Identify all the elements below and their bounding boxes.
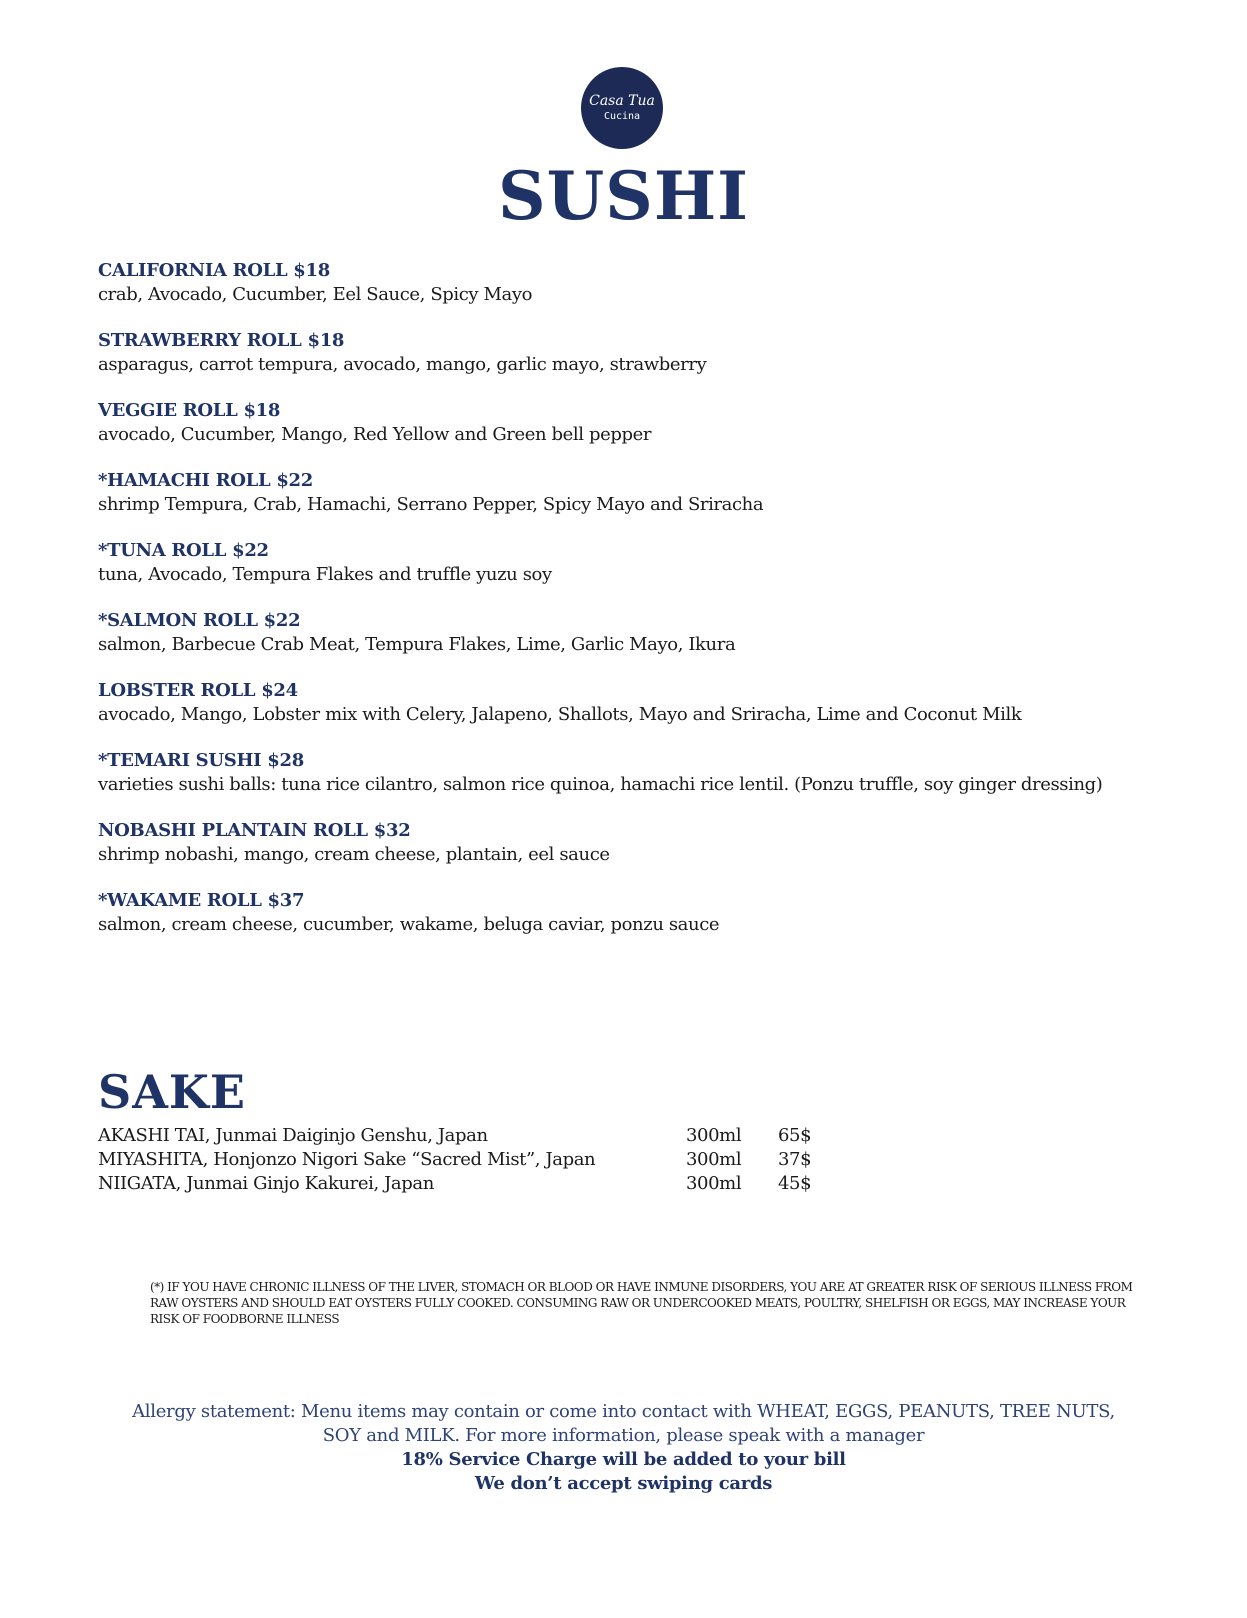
item-description: salmon, Barbecue Crab Meat, Tempura Flakes, Lime, Garlic Mayo, Ikura <box>98 634 736 655</box>
item-description: crab, Avocado, Cucumber, Eel Sauce, Spicy Mayo <box>98 284 533 305</box>
item-name: LOBSTER ROLL $24 <box>98 680 298 701</box>
menu-item <box>98 679 1178 727</box>
menu-item <box>98 329 1178 377</box>
sake-size: 300ml <box>686 1149 742 1170</box>
menu-item <box>98 749 1178 797</box>
menu-item <box>98 539 1178 587</box>
item-description: asparagus, carrot tempura, avocado, mango, garlic mayo, strawberry <box>98 354 707 375</box>
sake-price: 65$ <box>778 1125 812 1146</box>
item-description: avocado, Cucumber, Mango, Red Yellow and Green bell pepper <box>98 424 652 445</box>
menu-item <box>98 889 1178 937</box>
sake-price: 45$ <box>778 1173 812 1194</box>
sake-row <box>98 1172 858 1196</box>
logo-line1: Casa Tua <box>589 93 655 109</box>
sushi-menu-list <box>98 259 1178 959</box>
sake-list <box>98 1124 858 1196</box>
sushi-title: SUSHI <box>497 157 750 235</box>
sake-row <box>98 1148 858 1172</box>
item-description: shrimp nobashi, mango, cream cheese, plantain, eel sauce <box>98 844 610 865</box>
item-description: avocado, Mango, Lobster mix with Celery, Jalapeno, Shallots, Mayo and Sriracha, Lime and Coconut Milk <box>98 704 1022 725</box>
item-name: *TUNA ROLL $22 <box>98 540 269 561</box>
sake-row <box>98 1124 858 1148</box>
sake-size: 300ml <box>686 1173 742 1194</box>
item-name: *WAKAME ROLL $37 <box>98 890 305 911</box>
item-description: tuna, Avocado, Tempura Flakes and truffle yuzu soy <box>98 564 552 585</box>
sake-price: 37$ <box>778 1149 812 1170</box>
allergy-statement: Allergy statement: Menu items may contain or come into contact with WHEAT, EGGS, PEANUTS, TREE NUTS, SOY and MILK. For more information, please speak with a manager <box>132 1401 1115 1446</box>
menu-item <box>98 469 1178 517</box>
sake-name: AKASHI TAI, Junmai Daiginjo Genshu, Japan <box>98 1125 488 1146</box>
sake-name: NIIGATA, Junmai Ginjo Kakurei, Japan <box>98 1173 434 1194</box>
item-name: *TEMARI SUSHI $28 <box>98 750 304 771</box>
item-name: *HAMACHI ROLL $22 <box>98 470 313 491</box>
restaurant-logo <box>581 67 663 149</box>
menu-item <box>98 259 1178 307</box>
sake-title: SAKE <box>98 1065 246 1119</box>
sake-name: MIYASHITA, Honjonzo Nigori Sake “Sacred Mist”, Japan <box>98 1149 596 1170</box>
item-name: *SALMON ROLL $22 <box>98 610 301 631</box>
menu-item <box>98 399 1178 447</box>
raw-food-disclaimer: (*) IF YOU HAVE CHRONIC ILLNESS OF THE LIVER, STOMACH OR BLOOD OR HAVE INMUNE DISORDERS, YOU ARE AT GREATER RISK OF SERIOUS ILLNESS FROM RAW OYSTERS AND SHOULD EAT OYSTERS FULLY COOKED. CONSUMING RAW OR UNDERCOOKED MEATS, POULTRY, SHELFISH OR EGGS, MAY INCREASE YOUR RISK OF FOODBORNE ILLNESS <box>150 1280 1133 1326</box>
card-policy-notice: We don’t accept swiping cards <box>474 1473 773 1494</box>
footer <box>0 1400 1247 1496</box>
menu-item <box>98 819 1178 867</box>
item-name: NOBASHI PLANTAIN ROLL $32 <box>98 820 411 841</box>
item-description: salmon, cream cheese, cucumber, wakame, beluga caviar, ponzu sauce <box>98 914 720 935</box>
service-charge-notice: 18% Service Charge will be added to your bill <box>401 1449 846 1470</box>
item-description: shrimp Tempura, Crab, Hamachi, Serrano Pepper, Spicy Mayo and Sriracha <box>98 494 764 515</box>
item-name: VEGGIE ROLL $18 <box>98 400 281 421</box>
item-description: varieties sushi balls: tuna rice cilantro, salmon rice quinoa, hamachi rice lentil. (Ponzu truffle, soy ginger dressing) <box>98 774 1103 795</box>
item-name: CALIFORNIA ROLL $18 <box>98 260 330 281</box>
logo-line2: Cucina <box>603 111 641 122</box>
item-name: STRAWBERRY ROLL $18 <box>98 330 345 351</box>
sake-size: 300ml <box>686 1125 742 1146</box>
menu-item <box>98 609 1178 657</box>
